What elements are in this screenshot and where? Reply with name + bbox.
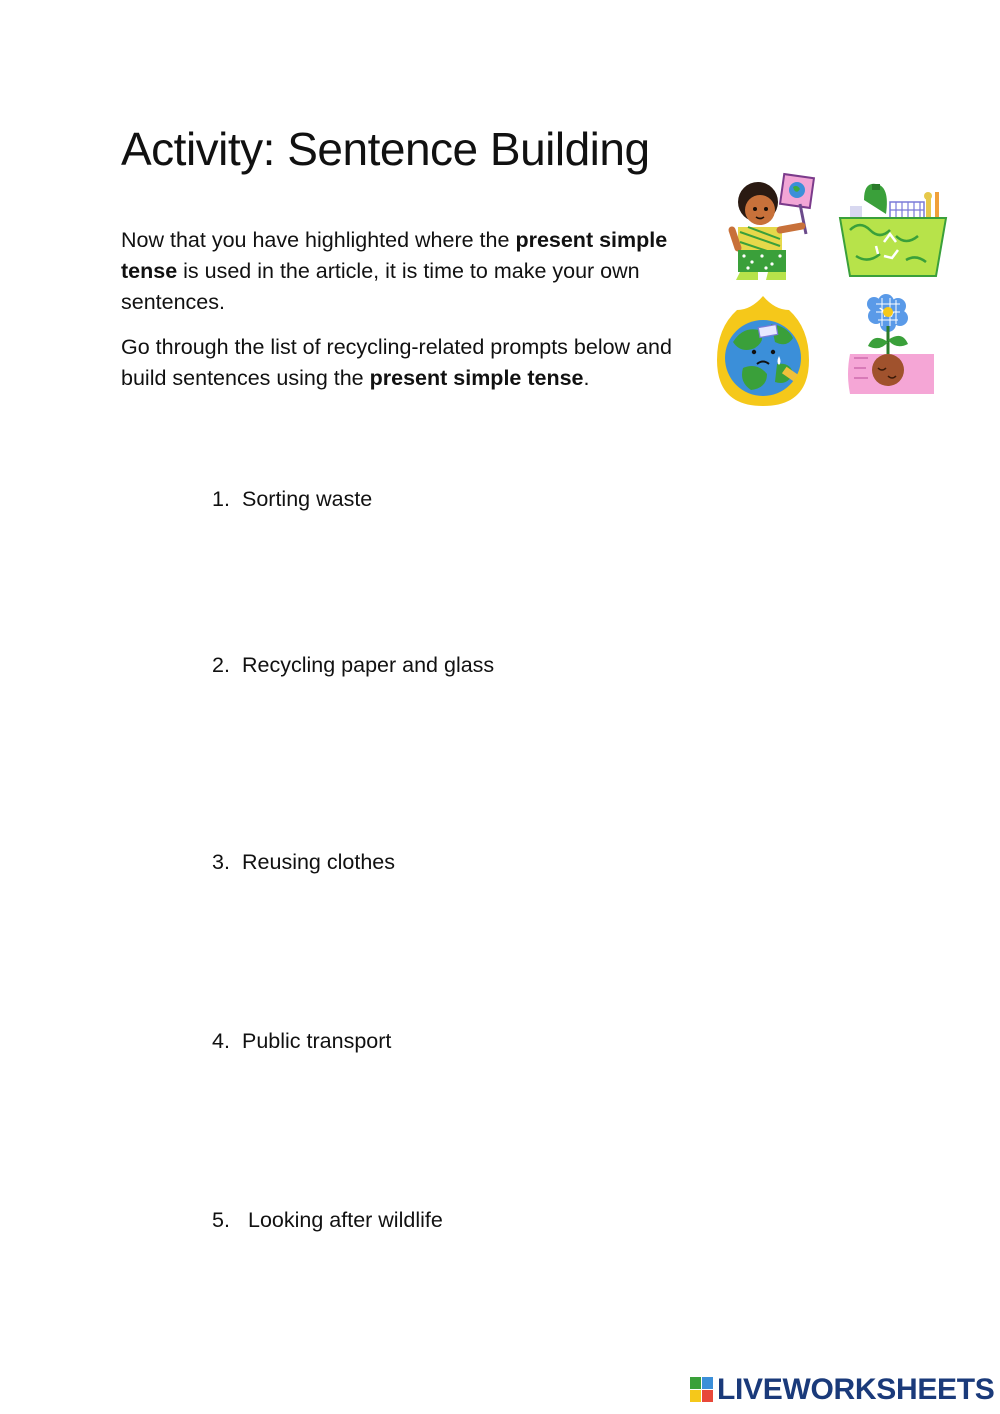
bold-term: present simple tense <box>121 228 668 283</box>
child-with-sign-icon <box>718 172 823 284</box>
recycling-basket-icon <box>836 180 952 278</box>
intro-paragraph-1: Now that you have highlighted where the present simple tense is used in the article, it is time to make your own sentences. <box>121 228 668 314</box>
liveworksheets-logo <box>690 1372 995 1408</box>
prompt-item-2: 2. Recycling paper and glass <box>212 653 495 677</box>
prompt-item-5: 5. Looking after wildlife <box>212 1208 443 1232</box>
intro-paragraph-2: Go through the list of recycling-related prompts below and build sentences using the present simple tense. <box>121 335 672 390</box>
prompt-item-4: 4. Public transport <box>212 1029 392 1053</box>
sad-earth-icon <box>713 294 813 408</box>
liveworksheets-blocks-icon <box>690 1377 714 1403</box>
prompt-item-1: 1. Sorting waste <box>212 487 373 511</box>
hand-with-flower-icon <box>848 292 938 406</box>
page-title: Activity: Sentence Building <box>121 123 650 175</box>
bold-term: present simple tense <box>369 366 584 390</box>
logo-text: LIVEWORKSHEETS <box>717 1373 995 1406</box>
prompt-item-3: 3. Reusing clothes <box>212 850 395 874</box>
